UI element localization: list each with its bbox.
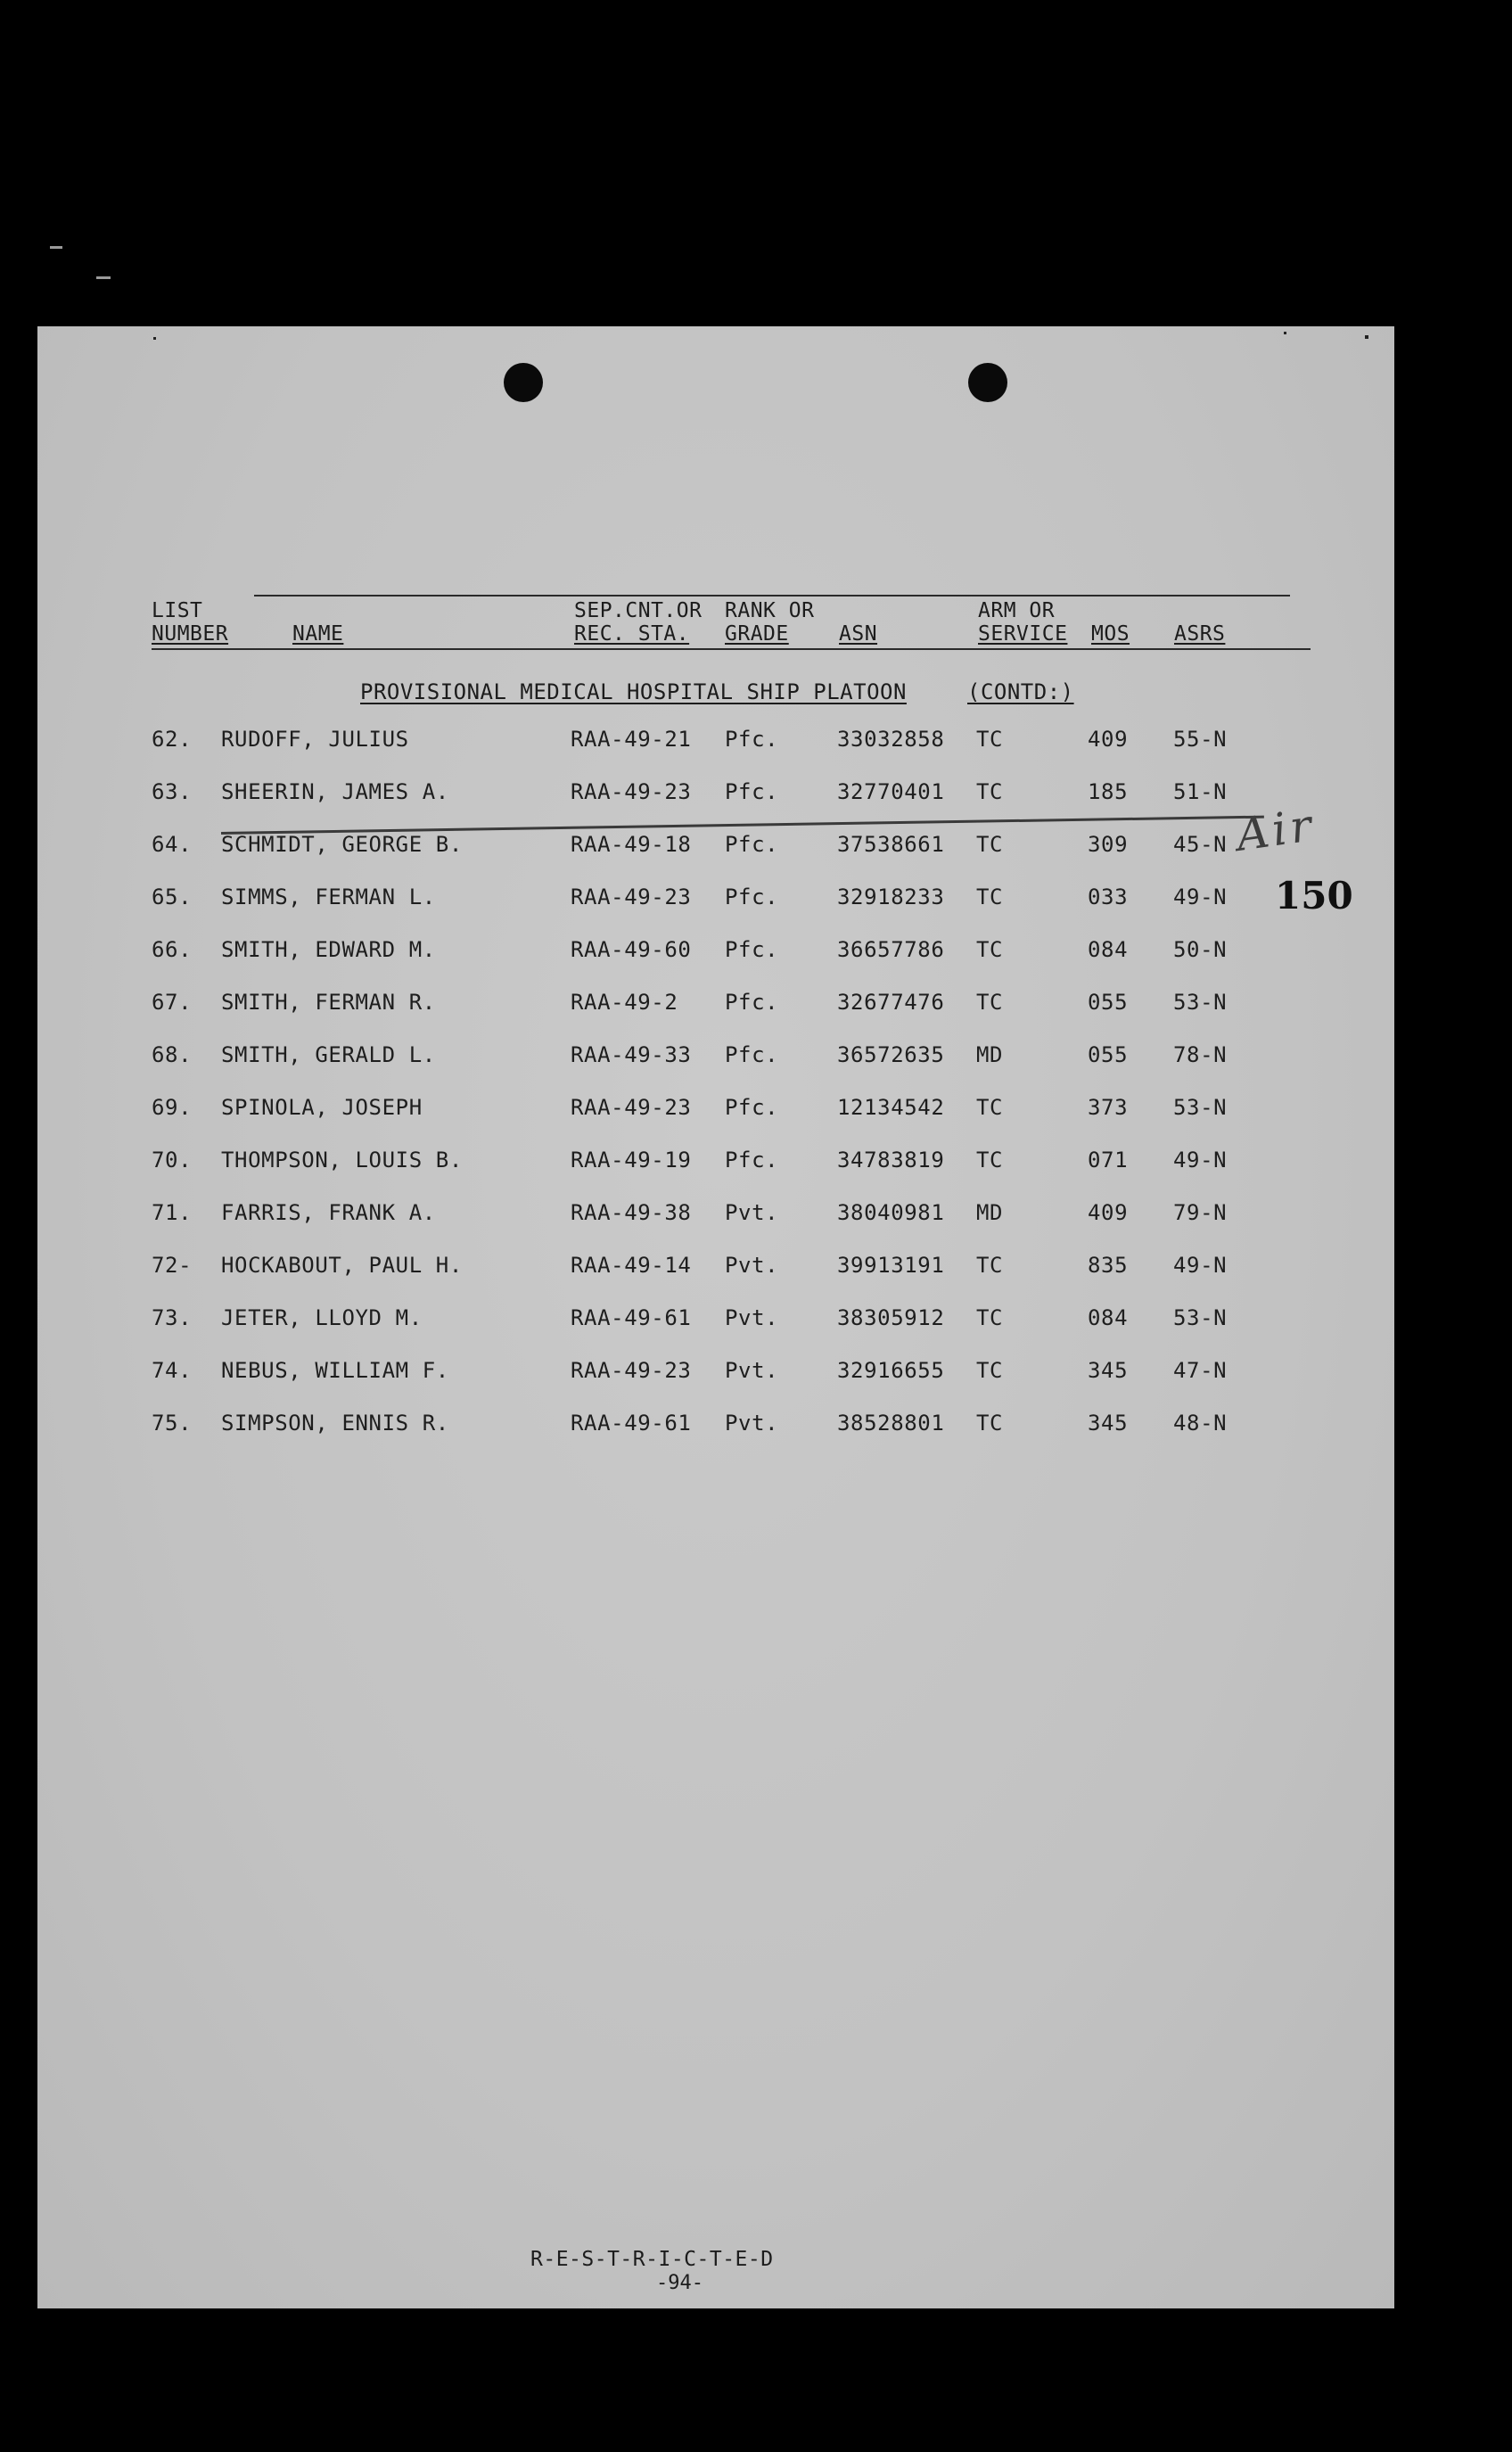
asrs-cell: 55-N [1173,727,1228,752]
table-row [37,937,1394,990]
header-list: LIST NUMBER [152,599,229,646]
mos-cell: 345 [1088,1358,1129,1383]
asn-cell: 32677476 [837,990,945,1015]
station-cell: RAA-49-33 [571,1042,692,1067]
mos-cell: 409 [1088,727,1129,752]
station-cell: RAA-49-23 [571,1095,692,1120]
arm-service-cell: TC [976,885,1004,909]
name-cell: SHEERIN, JAMES A. [221,779,449,804]
rank-cell: Pvt. [725,1253,779,1278]
paper-speck [1365,335,1368,339]
list-number: 65. [152,885,193,909]
station-cell: RAA-49-19 [571,1148,692,1173]
header-asn: ASN [839,622,878,646]
rank-cell: Pfc. [725,727,779,752]
asrs-cell: 49-N [1173,885,1228,909]
list-number: 75. [152,1411,193,1436]
mos-cell: 055 [1088,990,1129,1015]
station-cell: RAA-49-18 [571,832,692,857]
asrs-cell: 53-N [1173,1095,1228,1120]
binder-hole-left [504,363,543,402]
asn-cell: 38528801 [837,1411,945,1436]
table-row [37,885,1394,937]
list-number: 71. [152,1200,193,1225]
table-row [37,779,1394,832]
rank-cell: Pfc. [725,779,779,804]
rank-cell: Pfc. [725,1042,779,1067]
arm-service-cell: TC [976,727,1004,752]
mos-cell: 345 [1088,1411,1129,1436]
asrs-cell: 47-N [1173,1358,1228,1383]
mos-cell: 084 [1088,1305,1129,1330]
asn-cell: 34783819 [837,1148,945,1173]
table-row [37,1253,1394,1305]
name-cell: SMITH, EDWARD M. [221,937,436,962]
table-row [37,727,1394,779]
asrs-cell: 78-N [1173,1042,1228,1067]
list-number: 62. [152,727,193,752]
arm-service-cell: TC [976,990,1004,1015]
rank-cell: Pvt. [725,1200,779,1225]
section-title: PROVISIONAL MEDICAL HOSPITAL SHIP PLATOON [360,679,907,704]
list-number: 68. [152,1042,193,1067]
name-cell: RUDOFF, JULIUS [221,727,409,752]
asrs-cell: 45-N [1173,832,1228,857]
header-asrs: ASRS [1174,622,1226,646]
arm-service-cell: TC [976,1253,1004,1278]
station-cell: RAA-49-21 [571,727,692,752]
name-cell: SMITH, GERALD L. [221,1042,436,1067]
binder-hole-right [968,363,1007,402]
table-row [37,832,1394,885]
name-cell: SIMPSON, ENNIS R. [221,1411,449,1436]
asn-cell: 38040981 [837,1200,945,1225]
asn-cell: 36572635 [837,1042,945,1067]
asrs-cell: 53-N [1173,990,1228,1015]
arm-service-cell: TC [976,1305,1004,1330]
asn-cell: 32918233 [837,885,945,909]
stamped-number: 150 [1275,874,1353,917]
list-number: 69. [152,1095,193,1120]
rank-cell: Pvt. [725,1358,779,1383]
arm-service-cell: MD [976,1042,1004,1067]
rank-cell: Pfc. [725,990,779,1015]
handwritten-annotation: Air [1233,799,1319,861]
arm-service-cell: TC [976,1358,1004,1383]
name-cell: JETER, LLOYD M. [221,1305,423,1330]
station-cell: RAA-49-61 [571,1411,692,1436]
asn-cell: 32916655 [837,1358,945,1383]
header-station: SEP.CNT.OR REC. STA. [574,599,703,646]
header-name: NAME [292,622,344,646]
header-arm: ARM OR SERVICE [978,599,1068,646]
name-cell: HOCKABOUT, PAUL H. [221,1253,463,1278]
table-row [37,1305,1394,1358]
table-row [37,1095,1394,1148]
name-cell: NEBUS, WILLIAM F. [221,1358,449,1383]
arm-service-cell: TC [976,1148,1004,1173]
station-cell: RAA-49-2 [571,990,678,1015]
name-cell: SCHMIDT, GEORGE B. [221,832,463,857]
station-cell: RAA-49-60 [571,937,692,962]
station-cell: RAA-49-61 [571,1305,692,1330]
list-number: 73. [152,1305,193,1330]
mos-cell: 185 [1088,779,1129,804]
mos-cell: 071 [1088,1148,1129,1173]
table-row [37,990,1394,1042]
mos-cell: 033 [1088,885,1129,909]
rank-cell: Pfc. [725,832,779,857]
restricted-marking: R-E-S-T-R-I-C-T-E-D [530,2248,774,2271]
list-number: 74. [152,1358,193,1383]
mos-cell: 055 [1088,1042,1129,1067]
name-cell: SPINOLA, JOSEPH [221,1095,423,1120]
rank-cell: Pfc. [725,1095,779,1120]
asrs-cell: 51-N [1173,779,1228,804]
paper-speck [1284,332,1286,334]
list-number: 70. [152,1148,193,1173]
name-cell: FARRIS, FRANK A. [221,1200,436,1225]
station-cell: RAA-49-14 [571,1253,692,1278]
station-cell: RAA-49-38 [571,1200,692,1225]
asn-cell: 12134542 [837,1095,945,1120]
station-cell: RAA-49-23 [571,1358,692,1383]
document-page [37,326,1394,2308]
station-cell: RAA-49-23 [571,779,692,804]
asn-cell: 37538661 [837,832,945,857]
asn-cell: 38305912 [837,1305,945,1330]
header-mos: MOS [1091,622,1130,646]
name-cell: SMITH, FERMAN R. [221,990,436,1015]
paper-speck [153,337,156,340]
roster-table [37,727,1394,1463]
scan-artifact [50,246,62,249]
asrs-cell: 50-N [1173,937,1228,962]
list-number: 66. [152,937,193,962]
station-cell: RAA-49-23 [571,885,692,909]
mos-cell: 309 [1088,832,1129,857]
table-row [37,1042,1394,1095]
list-number: 64. [152,832,193,857]
mos-cell: 409 [1088,1200,1129,1225]
asrs-cell: 49-N [1173,1148,1228,1173]
asrs-cell: 49-N [1173,1253,1228,1278]
asrs-cell: 53-N [1173,1305,1228,1330]
arm-service-cell: TC [976,832,1004,857]
arm-service-cell: MD [976,1200,1004,1225]
rank-cell: Pfc. [725,885,779,909]
list-number: 67. [152,990,193,1015]
arm-service-cell: TC [976,1411,1004,1436]
name-cell: SIMMS, FERMAN L. [221,885,436,909]
table-row [37,1200,1394,1253]
header-bottom-rule [152,648,1311,650]
asn-cell: 36657786 [837,937,945,962]
mos-cell: 835 [1088,1253,1129,1278]
rank-cell: Pfc. [725,1148,779,1173]
table-row [37,1411,1394,1463]
header-rank: RANK OR GRADE [725,599,815,646]
page-number: -94- [656,2272,703,2294]
rank-cell: Pvt. [725,1305,779,1330]
list-number: 72- [152,1253,193,1278]
asrs-cell: 48-N [1173,1411,1228,1436]
header-top-rule [254,595,1290,597]
scan-artifact [96,276,111,279]
rank-cell: Pvt. [725,1411,779,1436]
mos-cell: 373 [1088,1095,1129,1120]
asn-cell: 39913191 [837,1253,945,1278]
asrs-cell: 79-N [1173,1200,1228,1225]
asn-cell: 33032858 [837,727,945,752]
table-row [37,1358,1394,1411]
arm-service-cell: TC [976,937,1004,962]
section-continued: (CONTD:) [967,679,1074,704]
arm-service-cell: TC [976,779,1004,804]
list-number: 63. [152,779,193,804]
arm-service-cell: TC [976,1095,1004,1120]
rank-cell: Pfc. [725,937,779,962]
mos-cell: 084 [1088,937,1129,962]
table-row [37,1148,1394,1200]
asn-cell: 32770401 [837,779,945,804]
name-cell: THOMPSON, LOUIS B. [221,1148,463,1173]
